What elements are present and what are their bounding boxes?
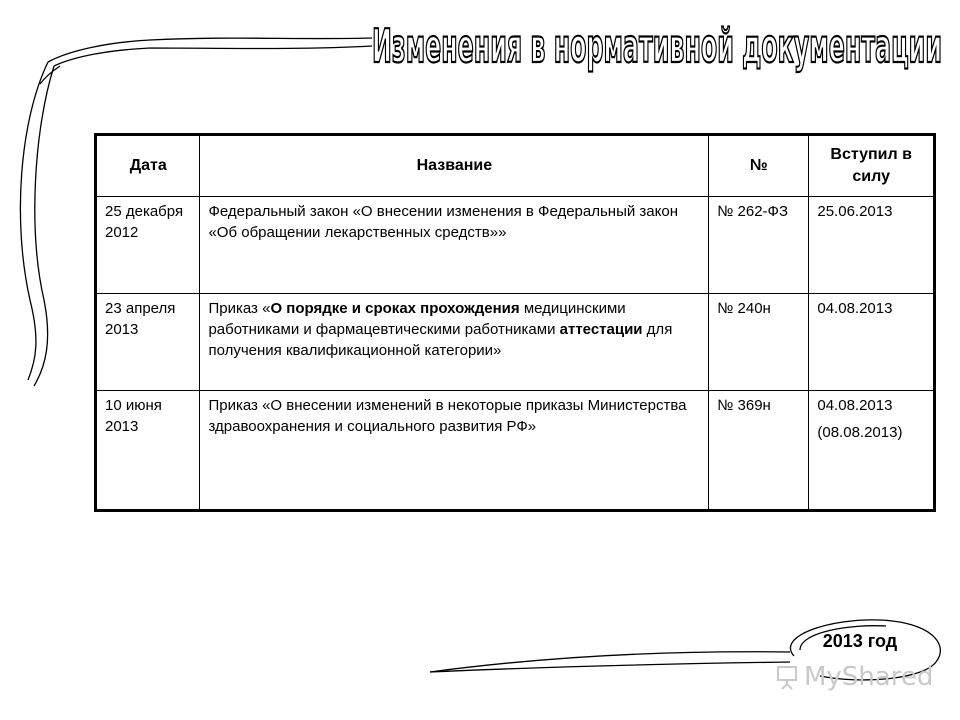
row-name [200,391,709,511]
header-effective: Вступил в силу [809,135,935,197]
row-number: № 262-ФЗ [709,197,809,294]
row-effective [809,294,935,391]
row-date: 25 декабря 2012 [96,197,200,294]
year-label: 2013 год [822,631,898,651]
row-effective [809,391,935,511]
row-effective-date: 04.08.2013 [817,300,893,317]
row-name [200,294,709,391]
page-title [372,6,950,88]
row-name-text: Федеральный закон «О внесении изменения в Федеральный закон «Об обращении лекарственных средств»» [208,203,678,241]
header-number: № [709,135,809,197]
table-row [96,391,935,511]
watermark [776,660,933,694]
row-name-text: для получения квалификационной категории» [208,321,673,359]
presentation-icon [776,664,798,690]
row-effective-date-alt: (08.08.2013) [817,424,903,441]
page-title-text: Изменения в нормативной документации [372,19,942,73]
row-name-bold: аттестации [559,321,643,338]
row-name-text: Приказ « [208,300,271,317]
row-name-bold: О порядке и сроках прохождения [270,300,520,317]
row-name [200,197,709,294]
row-date: 10 июня 2013 [96,391,200,511]
header-name: Название [200,135,709,197]
table-row [96,294,935,391]
row-name-text: Приказ «О внесении изменений в некоторые приказы Министерства здравоохранения и социального развития РФ» [208,397,687,435]
watermark-text: MyShared [804,662,934,692]
row-effective-date: 25.06.2013 [817,203,893,220]
table-row [96,197,935,294]
table-header-row [96,135,935,197]
row-date: 23 апреля 2013 [96,294,200,391]
row-effective [809,197,935,294]
regulations-table [94,133,936,512]
row-number: № 240н [709,294,809,391]
row-name-text: медицинскими работниками и фармацевтическими работниками [208,300,626,338]
row-number: № 369н [709,391,809,511]
row-effective-date: 04.08.2013 [817,397,893,414]
header-date: Дата [96,135,200,197]
